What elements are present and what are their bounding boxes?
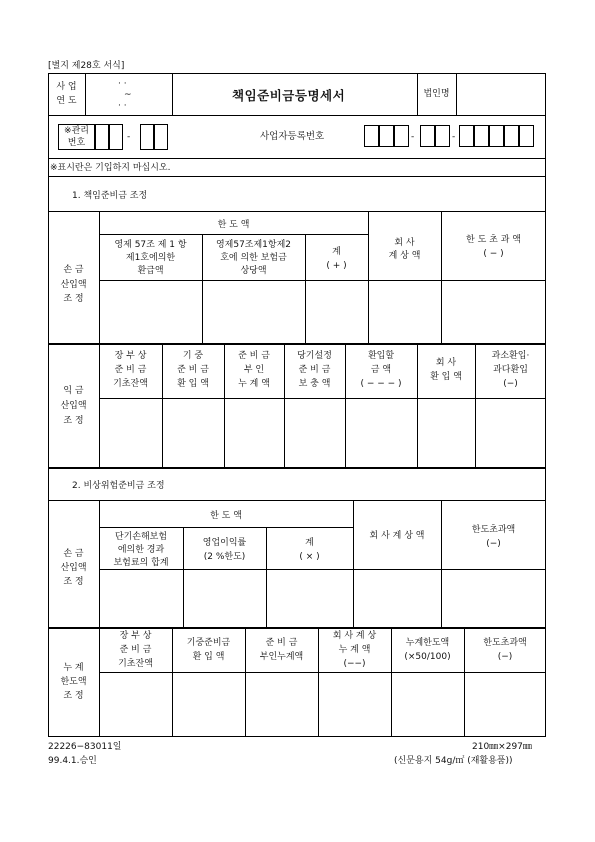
s2-cum-input-c4[interactable] — [319, 673, 390, 736]
s2-col2-header: 영업이익률 — [202, 538, 247, 548]
mgmt-no-label: ※관리 — [64, 126, 89, 136]
s1-col1-header: 영제 57조 제 1 항 — [114, 240, 187, 250]
s1-profit-input-c3[interactable] — [225, 399, 283, 466]
year-label: 연 도 — [56, 96, 77, 106]
s1-col3-header: ( + ) — [326, 261, 347, 271]
s2-loss-input-col3[interactable] — [267, 570, 352, 626]
s2-cum-input-c2[interactable] — [173, 673, 244, 736]
s1-limit-header: 한 도 액 — [217, 220, 250, 230]
form-reference: [별지 제28호 서식] — [48, 61, 125, 71]
biz-no-box[interactable] — [519, 125, 534, 147]
s1-profit-side: 익 금 — [63, 386, 84, 396]
note-text: ※표시란은 기입하지 마십시오. — [50, 163, 171, 173]
s1-profit-c6-header: 환 입 액 — [430, 372, 462, 382]
s1-profit-c1-header: 준 비 금 — [114, 365, 147, 375]
s2-col3-header: ( × ) — [299, 552, 320, 562]
biz-no-box[interactable] — [364, 125, 379, 147]
approval-date: 99.4.1.승인 — [48, 756, 97, 766]
s2-loss-input-col2[interactable] — [184, 570, 265, 626]
biz-no-box[interactable] — [379, 125, 394, 147]
s1-profit-c4-header: 보 충 액 — [298, 379, 331, 389]
mgmt-no-box — [140, 124, 154, 150]
form-title: 책임준비금등명세서 — [232, 88, 346, 103]
s1-profit-c4-header: 준 비 금 — [298, 365, 331, 375]
s2-cum-input-c1[interactable] — [100, 673, 171, 736]
paper-spec: (신문용지 54g/㎡ (재활용품)) — [394, 756, 513, 766]
s1-loss-input-col1[interactable] — [100, 281, 201, 342]
s2-cum-c1-header: 장 부 상 — [119, 631, 152, 641]
s2-cum-c3-header: 부인누계액 — [259, 652, 304, 662]
s1-profit-c2-header: 환 입 액 — [177, 379, 209, 389]
s1-profit-c1-header: 기초잔액 — [113, 379, 148, 389]
s1-profit-side: 산입액 — [60, 401, 87, 411]
biz-no-box[interactable] — [504, 125, 519, 147]
s1-profit-c2-header: 기 중 — [182, 351, 204, 361]
mgmt-no-box — [109, 124, 123, 150]
s2-cum-side: 조 정 — [63, 691, 84, 701]
s2-col4-header: 회 사 계 상 액 — [369, 531, 425, 541]
biz-no-box[interactable] — [489, 125, 504, 147]
corp-name-field[interactable] — [458, 76, 544, 113]
s2-cum-input-c5[interactable] — [392, 673, 463, 736]
s1-loss-input-col4[interactable] — [369, 281, 440, 342]
s1-loss-input-col2[interactable] — [203, 281, 304, 342]
s1-col5-header: ( − ) — [483, 249, 504, 259]
s1-loss-side: 산입액 — [60, 280, 87, 290]
s1-profit-c5-header: ( − − − ) — [360, 379, 402, 389]
s1-col2-header: 영제57조제1항제2 — [215, 240, 292, 250]
s2-loss-side: 산입액 — [60, 563, 87, 573]
form-code: 22226−83011일 — [48, 742, 122, 752]
s1-col3-header: 계 — [332, 247, 341, 257]
s1-profit-c3-header: 누 계 액 — [238, 379, 270, 389]
s1-profit-input-c7[interactable] — [476, 399, 545, 466]
s2-cum-c4-header: (−−) — [343, 659, 366, 669]
s1-loss-input-col3[interactable] — [306, 281, 367, 342]
s2-loss-side: 조 정 — [63, 577, 84, 587]
s2-col1-header: 보험료의 합계 — [113, 558, 169, 568]
s2-cum-c4-header: 누 계 액 — [338, 645, 371, 655]
s2-cum-c5-header: (×50/100) — [404, 652, 451, 662]
s1-profit-c4-header: 당기설정 — [297, 351, 332, 361]
s1-col4-header: 계 상 액 — [388, 251, 421, 261]
biz-no-box[interactable] — [435, 125, 450, 147]
year-tilde: ~ — [124, 90, 132, 100]
year-start-dots: · · — [118, 79, 127, 89]
s2-cum-c1-header: 준 비 금 — [119, 645, 152, 655]
paper-size: 210㎜×297㎜ — [472, 742, 532, 752]
s1-profit-c7-header: 과소환입· — [491, 351, 530, 361]
s1-loss-side: 조 정 — [63, 294, 84, 304]
s2-cum-c3-header: 준 비 금 — [265, 638, 298, 648]
s2-col5-header: (−) — [486, 539, 501, 549]
s2-cum-c6-header: 한도초과액 — [483, 638, 527, 648]
mgmt-no-box — [154, 124, 168, 150]
s1-profit-input-c4[interactable] — [285, 399, 344, 466]
s2-cum-c2-header: 기중준비금 — [186, 638, 231, 648]
biz-no-box[interactable] — [459, 125, 474, 147]
s2-cum-input-c3[interactable] — [246, 673, 317, 736]
s1-profit-c5-header: 환입할 — [367, 351, 395, 361]
biz-no-box[interactable] — [474, 125, 489, 147]
s1-profit-c2-header: 준 비 금 — [177, 365, 209, 375]
s2-cum-c6-header: (−) — [497, 652, 513, 662]
s1-profit-input-c5[interactable] — [346, 399, 416, 466]
s2-limit-header: 한 도 액 — [210, 511, 242, 521]
s2-cum-c5-header: 누계한도액 — [405, 638, 450, 648]
s1-col1-header: 제1호에의한 — [125, 253, 176, 263]
biz-no-box[interactable] — [394, 125, 409, 147]
year-end-dots: · · — [118, 101, 127, 111]
section1-title: 1. 책임준비금 조정 — [72, 191, 148, 201]
s1-profit-c7-header: 과다환입 — [493, 365, 528, 375]
s2-col1-header: 에의한 경과 — [117, 545, 165, 555]
s2-cum-c2-header: 환 입 액 — [192, 652, 225, 662]
s1-loss-side: 손 금 — [63, 265, 84, 275]
s1-loss-input-col5[interactable] — [442, 281, 545, 342]
s2-col5-header: 한도초과액 — [471, 525, 516, 535]
s1-col1-header: 환급액 — [137, 266, 164, 276]
biz-no-box[interactable] — [420, 125, 435, 147]
s1-profit-c7-header: (−) — [503, 379, 518, 389]
s1-col5-header: 한 도 초 과 액 — [466, 235, 521, 245]
s2-col3-header: 계 — [305, 538, 314, 548]
dash: - — [127, 132, 131, 142]
s1-col4-header: 회 사 — [394, 238, 415, 248]
s2-col2-header: (2 %한도) — [203, 552, 246, 562]
biz-reg-no-label: 사업자등록번호 — [260, 131, 325, 142]
s1-profit-input-c1[interactable] — [100, 399, 161, 466]
s2-loss-input-col5[interactable] — [442, 570, 545, 626]
s2-cum-side: 한도액 — [60, 677, 87, 687]
s1-profit-input-c6[interactable] — [418, 399, 474, 466]
s1-profit-c6-header: 회 사 — [435, 358, 457, 368]
s1-profit-c3-header: 준 비 금 — [238, 351, 270, 361]
s2-loss-input-col4[interactable] — [354, 570, 440, 626]
mgmt-no-box — [95, 124, 109, 150]
s2-cum-input-c6[interactable] — [465, 673, 545, 736]
s1-profit-c5-header: 금 액 — [370, 365, 392, 375]
s2-col1-header: 단기손해보험 — [114, 532, 168, 542]
s1-profit-c1-header: 장 부 상 — [114, 351, 147, 361]
year-label: 사 업 — [56, 82, 77, 92]
s1-profit-c3-header: 부 인 — [243, 365, 265, 375]
mgmt-no-label: 번호 — [67, 138, 86, 148]
s1-col2-header: 호에 의한 보험금 — [220, 253, 287, 263]
section2-title: 2. 비상위험준비금 조정 — [72, 481, 165, 491]
s2-cum-c1-header: 기초잔액 — [118, 659, 153, 669]
s1-profit-side: 조 정 — [63, 416, 84, 426]
s2-loss-side: 손 금 — [63, 549, 84, 559]
s2-cum-c4-header: 회 사 계 상 — [332, 631, 377, 641]
corp-name-label: 법인명 — [423, 89, 450, 99]
s1-profit-input-c2[interactable] — [163, 399, 223, 466]
dash: - — [411, 132, 415, 142]
s1-col2-header: 상당액 — [240, 266, 267, 276]
dash: - — [452, 132, 456, 142]
s2-loss-input-col1[interactable] — [100, 570, 182, 626]
s2-cum-side: 누 계 — [63, 663, 84, 673]
